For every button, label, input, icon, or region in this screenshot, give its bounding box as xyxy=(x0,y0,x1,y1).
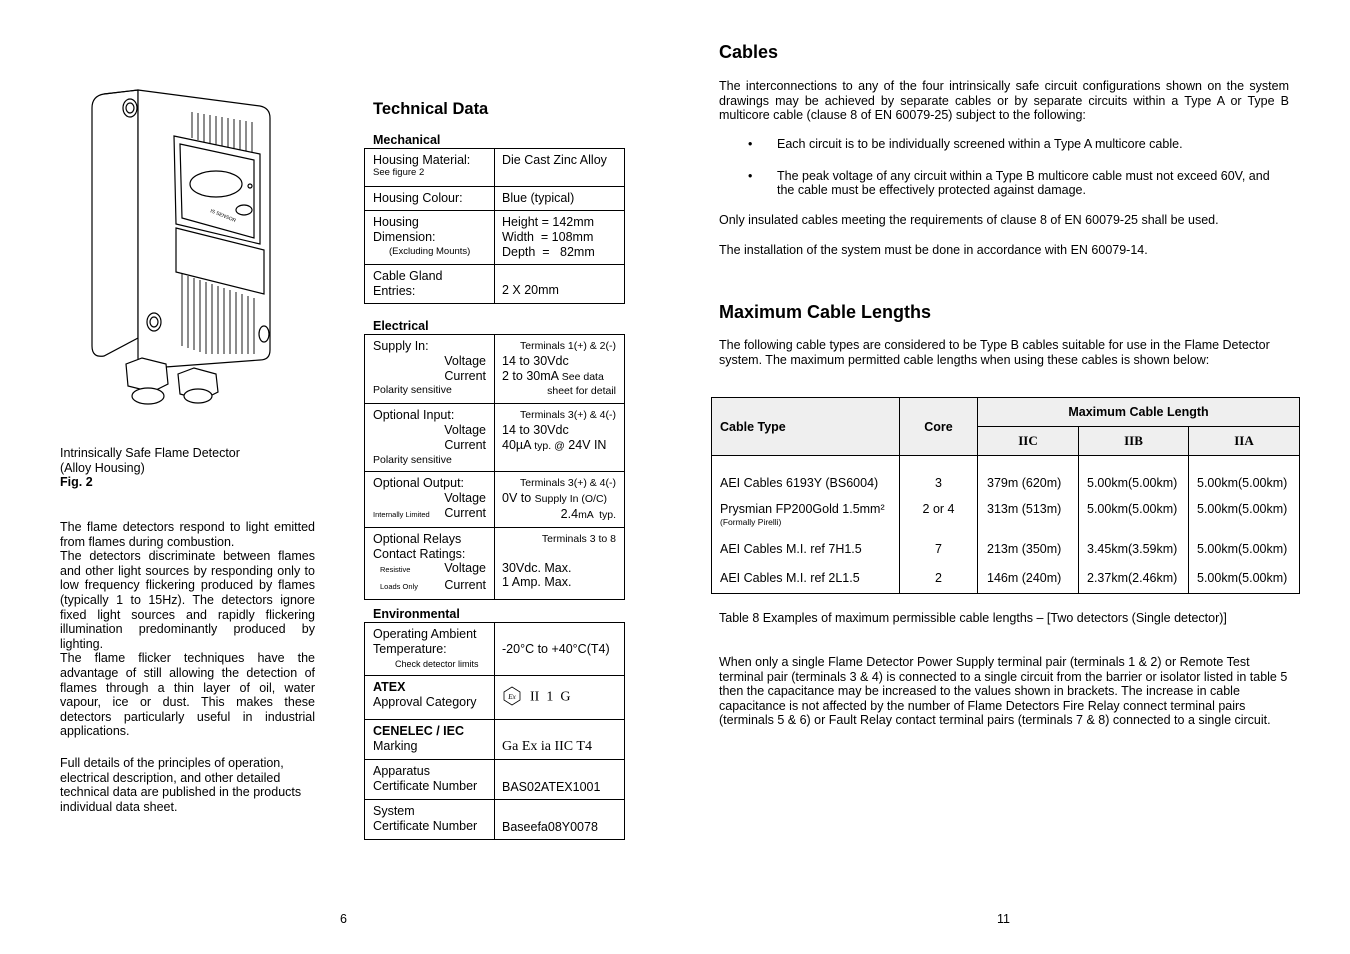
table-row xyxy=(365,149,625,187)
table-cell xyxy=(495,335,625,404)
max-lengths-heading: Maximum Cable Lengths xyxy=(719,302,932,322)
cable-type-note: (Formally Pirelli) xyxy=(720,516,782,527)
cenelec-label: CENELEC / IEC xyxy=(373,724,464,739)
table-cell xyxy=(365,800,495,840)
optional-output-terminals: Terminals 3(+) & 4(-) xyxy=(520,477,616,490)
current-label: Current xyxy=(444,578,486,593)
supply-terminals: Terminals 1(+) & 2(-) xyxy=(520,340,616,352)
environmental-heading: Environmental xyxy=(373,607,460,621)
cables-bullet-list xyxy=(719,137,1289,198)
table-cell xyxy=(495,472,625,527)
apparatus-cert-label: Certificate Number xyxy=(373,779,478,794)
supply-voltage: 14 to 30Vdc xyxy=(502,353,569,368)
page-number-right: 11 xyxy=(997,912,1010,926)
table-cell xyxy=(365,265,495,304)
list-item xyxy=(719,137,1289,152)
housing-depth: Depth = 82mm xyxy=(502,244,595,259)
table-cell xyxy=(365,404,495,472)
relays-terminals: Terminals 3 to 8 xyxy=(541,532,616,545)
temperature-note: Check detector limits xyxy=(395,658,479,669)
cell-iia: 5.00km(5.00km) xyxy=(1189,534,1300,564)
resistive-note: Resistive xyxy=(380,565,411,575)
table-row xyxy=(365,800,625,840)
table-cell xyxy=(365,623,495,676)
flame-detector-illustration xyxy=(82,88,282,410)
bullet-text: The peak voltage of any circuit within a Type B multicore cable must not exceed 60V, and the cable must be effectively protected against damage. xyxy=(777,168,1270,198)
cell-core: 3 xyxy=(900,468,978,498)
voltage-label: Voltage xyxy=(444,491,486,506)
cell-cable-type xyxy=(712,498,900,534)
table-row xyxy=(712,498,1300,534)
atex-value: II 1 G xyxy=(530,689,571,705)
optional-output-voltage-note: Supply In (O/C) xyxy=(534,493,608,506)
ex-symbol-icon xyxy=(502,686,522,710)
table-row xyxy=(365,187,625,211)
current-label: Current xyxy=(444,505,486,520)
housing-dim-label: Dimension: xyxy=(373,229,436,244)
table-row xyxy=(365,760,625,800)
voltage-label: Voltage xyxy=(444,422,486,437)
optional-output-voltage: 0V to xyxy=(502,491,532,506)
cell-core: 2 xyxy=(900,564,978,594)
system-cert-value: Baseefa08Y0078 xyxy=(495,800,625,840)
cell-core: 7 xyxy=(900,534,978,564)
list-item xyxy=(719,169,1289,198)
table-row xyxy=(365,211,625,265)
cenelec-value: Ga Ex ia IIC T4 xyxy=(495,720,625,760)
apparatus-cert-label: Apparatus xyxy=(373,764,430,779)
internally-limited-note: Internally Limited xyxy=(373,509,430,519)
cell-cable-type xyxy=(712,564,900,594)
loads-only-note: Loads Only xyxy=(380,582,418,592)
cable-type-text: AEI Cables 6193Y (BS6004) xyxy=(720,475,879,490)
housing-dim-note: (Excluding Mounts) xyxy=(389,245,471,257)
table-row xyxy=(712,468,1300,498)
installation-para: The installation of the system must be done in accordance with EN 60079-14. xyxy=(719,243,1148,257)
device-label: IS SENSOR xyxy=(209,208,237,225)
polarity-note: Polarity sensitive xyxy=(373,384,452,397)
cable-type-text: Prysmian FP200Gold 1.5mm² xyxy=(720,501,885,516)
table-cell xyxy=(495,676,625,720)
cell-iia: 5.00km(5.00km) xyxy=(1189,498,1300,534)
optional-input-voltage: 14 to 30Vdc xyxy=(502,422,569,437)
temperature-label: Operating Ambient xyxy=(373,627,477,641)
housing-width: Width = 108mm xyxy=(502,229,594,244)
cell-iic: 379m (620m) xyxy=(978,468,1079,498)
bullet-icon: • xyxy=(748,168,753,183)
polarity-note: Polarity sensitive xyxy=(373,453,452,466)
voltage-label: Voltage xyxy=(444,353,486,368)
table-row xyxy=(365,527,625,599)
gland-label: Entries: xyxy=(373,283,416,298)
current-label: Current xyxy=(444,437,486,452)
housing-material-value: Die Cast Zinc Alloy xyxy=(495,149,625,187)
description-para-2: The detectors discriminate between flames and other light sources by responding only to low frequency flickering produced by flames (typically 1 to 15Hz). The detectors ignore fixed light sources and rapidly flickering illumination predominantly produced by lighting. xyxy=(60,549,315,651)
table-cell xyxy=(495,404,625,472)
table-spacer-row xyxy=(712,456,1300,468)
table-row xyxy=(365,404,625,472)
supply-current-line xyxy=(502,369,616,385)
optional-input-label: Optional Input: xyxy=(373,408,455,423)
table-row xyxy=(365,335,625,404)
relays-label: Optional Relays xyxy=(373,531,462,546)
header-cable-type: Cable Type xyxy=(712,398,900,456)
relays-current-line xyxy=(373,578,486,595)
cenelec-sub-label: Marking xyxy=(373,739,418,754)
supply-note: See data xyxy=(561,370,604,383)
supply-note: sheet for detail xyxy=(547,385,616,398)
header-max-length: Maximum Cable Length xyxy=(978,398,1300,427)
voltage-label: Voltage xyxy=(444,561,486,576)
table-cell xyxy=(365,527,495,599)
cable-lengths-table xyxy=(711,397,1300,594)
cell-core: 2 or 4 xyxy=(900,498,978,534)
ex-symbol-label: Ex xyxy=(508,692,516,701)
atex-label: ATEX xyxy=(373,680,406,695)
housing-material-note: See figure 2 xyxy=(373,166,425,178)
optional-output-current: 2.4 xyxy=(560,506,579,521)
figure-subtitle: (Alloy Housing) xyxy=(60,460,145,475)
description-para-1: The flame detectors respond to light emitted from flames during combustion. xyxy=(60,520,315,549)
table-cell xyxy=(365,211,495,265)
output-current-line xyxy=(373,506,486,523)
temperature-label: Temperature: xyxy=(373,641,447,656)
supply-label: Supply In: xyxy=(373,339,429,353)
housing-colour-value: Blue (typical) xyxy=(495,187,625,211)
optional-output-label: Optional Output: xyxy=(373,476,465,491)
table-cell xyxy=(365,676,495,720)
table-row xyxy=(365,676,625,720)
table-row xyxy=(365,265,625,304)
optional-output-current-note: mA typ. xyxy=(578,508,616,521)
cell-iib: 5.00km(5.00km) xyxy=(1079,468,1189,498)
mechanical-table xyxy=(364,148,625,304)
max-lengths-intro: The following cable types are considered to be Type B cables suitable for use in the Flame Detector system. The maximum permitted cable lengths when using these cables is shown below: xyxy=(719,338,1270,367)
cell-iia: 5.00km(5.00km) xyxy=(1189,564,1300,594)
system-cert-label: Certificate Number xyxy=(373,819,478,834)
page-number-left: 6 xyxy=(340,912,347,926)
optional-input-terminals: Terminals 3(+) & 4(-) xyxy=(520,409,616,422)
cell-iic: 213m (350m) xyxy=(978,534,1079,564)
description-block xyxy=(60,520,315,739)
gland-value: 2 X 20mm xyxy=(495,265,625,304)
housing-material-label: Housing Material: xyxy=(373,153,471,167)
cell-iic: 146m (240m) xyxy=(978,564,1079,594)
relays-current: 1 Amp. Max. xyxy=(502,575,572,590)
supply-current: 2 to 30mA xyxy=(502,368,559,383)
table-cell xyxy=(365,472,495,527)
atex-sub-label: Approval Category xyxy=(373,695,477,710)
system-cert-label: System xyxy=(373,804,415,819)
cable-type-text: AEI Cables M.I. ref 2L1.5 xyxy=(720,571,860,586)
cell-cable-type xyxy=(712,534,900,564)
figure-caption xyxy=(60,446,320,490)
table-row xyxy=(365,472,625,527)
description-para-3: The flame flicker techniques have the advantage of still allowing the detection of flames through a thin layer of oil, water vapour, ice or dust. This makes these detectors particularly useful in industrial applications. xyxy=(60,651,315,739)
bullet-text: Each circuit is to be individually screened within a Type A multicore cable. xyxy=(777,137,1183,151)
table-row xyxy=(365,720,625,760)
optional-output-voltage-line xyxy=(502,491,616,507)
optional-input-current-tail: 24V IN xyxy=(568,437,607,452)
table-row xyxy=(712,564,1300,594)
cell-iic: 313m (513m) xyxy=(978,498,1079,534)
table-row xyxy=(365,623,625,676)
cell-iib: 5.00km(5.00km) xyxy=(1079,498,1189,534)
cell-cable-type xyxy=(712,468,900,498)
electrical-heading: Electrical xyxy=(373,319,429,333)
apparatus-cert-value: BAS02ATEX1001 xyxy=(495,760,625,800)
relays-voltage-line xyxy=(373,561,486,578)
table-cell xyxy=(365,149,495,187)
cell-iib: 3.45km(3.59km) xyxy=(1079,534,1189,564)
housing-height: Height = 142mm xyxy=(502,215,595,229)
cables-intro: The interconnections to any of the four intrinsically safe circuit configurations shown on the system drawings may be achieved by separate cables or by separate circuits within a Type A or Type B multicore cable (clause 8 of EN 60079-25) subject to the following: xyxy=(719,79,1289,123)
single-detector-para: When only a single Flame Detector Power Supply terminal pair (terminals 1 & 2) or Remote Test terminal pair (terminals 3 & 4) is connected to a single circuit from the barrier or isolator listed in table 5 then the capacitance may be increased to the values shown in brackets. The increase in cable capacitance is not affected by the number of Flame Detectors Fire Relay connect terminal pairs (terminals 5 & 6) or Fault Relay contact terminal pairs (terminals 7 & 8) connected to a single circuit. xyxy=(719,655,1288,728)
current-label: Current xyxy=(444,368,486,383)
environmental-table xyxy=(364,622,625,840)
header-iia: IIA xyxy=(1189,427,1300,456)
bullet-icon: • xyxy=(748,137,753,151)
header-iic: IIC xyxy=(978,427,1079,456)
optional-output-current-line xyxy=(502,507,616,523)
electrical-table xyxy=(364,334,625,600)
technical-data-heading: Technical Data xyxy=(373,100,489,118)
figure-title: Intrinsically Safe Flame Detector xyxy=(60,446,240,460)
optional-input-current-note: typ. @ xyxy=(534,439,565,452)
table-row xyxy=(712,534,1300,564)
table-cell xyxy=(495,211,625,265)
mechanical-heading: Mechanical xyxy=(373,133,441,147)
cell-iib: 2.37km(2.46km) xyxy=(1079,564,1189,594)
housing-dim-label: Housing xyxy=(373,215,419,229)
description-para-4: Full details of the principles of operation, electrical description, and other detailed technical data are published in the products individual data sheet. xyxy=(60,756,302,814)
gland-label: Cable Gland xyxy=(373,269,443,283)
temperature-value: -20°C to +40°C(T4) xyxy=(495,623,625,676)
relays-voltage: 30Vdc. Max. xyxy=(502,560,572,575)
table-cell xyxy=(495,527,625,599)
flame-detector-drawing xyxy=(82,88,282,410)
figure-label: Fig. 2 xyxy=(60,475,93,490)
cell-iia: 5.00km(5.00km) xyxy=(1189,468,1300,498)
table-cell xyxy=(365,335,495,404)
optional-input-current: 40µA xyxy=(502,437,531,452)
optional-input-current-line xyxy=(502,438,616,454)
cable-type-text: AEI Cables M.I. ref 7H1.5 xyxy=(720,541,862,556)
table-cell xyxy=(365,720,495,760)
table-caption: Table 8 Examples of maximum permissible cable lengths – [Two detectors (Single detector)] xyxy=(719,611,1227,625)
header-iib: IIB xyxy=(1079,427,1189,456)
cables-heading: Cables xyxy=(719,42,779,62)
insulated-cables-para: Only insulated cables meeting the requirements of clause 8 of EN 60079-25 shall be used. xyxy=(719,213,1219,227)
relays-label: Contact Ratings: xyxy=(373,546,466,561)
table-cell xyxy=(365,760,495,800)
housing-colour-label: Housing Colour: xyxy=(365,187,495,211)
table-header-row xyxy=(712,398,1300,427)
header-core: Core xyxy=(900,398,978,456)
